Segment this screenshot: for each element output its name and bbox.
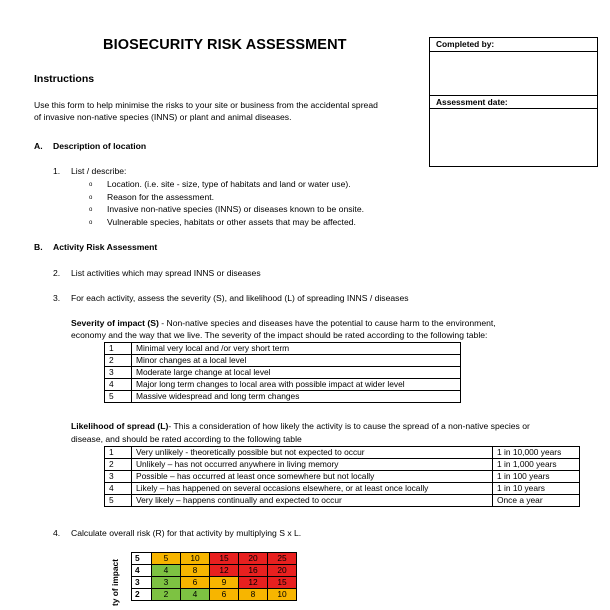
instructions-text-1: Use this form to help minimise the risks to your site or business from the accidental spread — [34, 100, 378, 110]
table-row — [105, 343, 461, 355]
likelihood-description-2: disease, and should be rated according to the following table — [71, 434, 302, 444]
matrix-cell: 4 — [181, 589, 210, 601]
list-text: For each activity, assess the severity (S), and likelihood (L) of spreading INNS / diseases — [71, 293, 409, 303]
bullet-icon: o — [89, 195, 93, 201]
list-item-2 — [53, 268, 261, 279]
matrix-cell: 5 — [152, 553, 181, 565]
severity-description: Minor changes at a local level — [132, 355, 461, 367]
matrix-cell: 12 — [210, 565, 239, 577]
likelihood-label: Likelihood of spread (L) — [71, 421, 169, 431]
matrix-severity-label: 5 — [132, 553, 152, 565]
likelihood-frequency: 1 in 10,000 years — [493, 447, 580, 459]
table-row — [105, 483, 580, 495]
section-a-number: A. — [34, 141, 43, 151]
likelihood-description: Very likely – happens continually and expected to occur — [132, 495, 493, 507]
severity-description: Moderate large change at local level — [132, 367, 461, 379]
list-number: 1. — [53, 166, 61, 176]
matrix-cell: 4 — [152, 565, 181, 577]
likelihood-description: Possible – has occurred at least once somewhere but not locally — [132, 471, 493, 483]
matrix-cell: 16 — [239, 565, 268, 577]
likelihood-frequency: 1 in 10 years — [493, 483, 580, 495]
page-title: BIOSECURITY RISK ASSESSMENT — [103, 37, 347, 53]
list-item-3 — [53, 293, 409, 304]
matrix-cell: 8 — [181, 565, 210, 577]
matrix-row — [132, 553, 297, 565]
matrix-cell: 25 — [268, 553, 297, 565]
matrix-axis-label: ty of impact — [110, 559, 120, 606]
list-item-1 — [53, 166, 126, 177]
severity-description-1: Severity of impact (S) - Non-native species and diseases have the potential to cause harm to the environment, — [71, 318, 496, 328]
matrix-cell: 6 — [181, 577, 210, 589]
bullet-item: o Reason for the assessment. — [89, 192, 214, 202]
likelihood-score: 5 — [105, 495, 132, 507]
matrix-cell: 15 — [210, 553, 239, 565]
list-number: 2. — [53, 268, 61, 278]
section-a-heading — [34, 141, 146, 152]
matrix-cell: 12 — [239, 577, 268, 589]
severity-description: Massive widespread and long term changes — [132, 391, 461, 403]
likelihood-score: 3 — [105, 471, 132, 483]
likelihood-frequency: Once a year — [493, 495, 580, 507]
list-text: List / describe: — [71, 166, 127, 176]
list-number: 3. — [53, 293, 61, 303]
completed-by-field[interactable] — [429, 50, 598, 94]
likelihood-frequency: 1 in 1,000 years — [493, 459, 580, 471]
matrix-cell: 20 — [268, 565, 297, 577]
matrix-cell: 2 — [152, 589, 181, 601]
table-row — [105, 471, 580, 483]
matrix-severity-label: 2 — [132, 589, 152, 601]
likelihood-frequency: 1 in 100 years — [493, 471, 580, 483]
severity-description: Minimal very local and /or very short term — [132, 343, 461, 355]
list-number: 4. — [53, 528, 61, 538]
table-row — [105, 391, 461, 403]
matrix-row — [132, 565, 297, 577]
severity-score: 2 — [105, 355, 132, 367]
bullet-icon: o — [89, 182, 93, 188]
matrix-cell: 10 — [181, 553, 210, 565]
likelihood-score: 2 — [105, 459, 132, 471]
matrix-cell: 20 — [239, 553, 268, 565]
bullet-item: o Location. (i.e. site - size, type of habitats and land or water use). — [89, 179, 351, 189]
severity-description-2: economy and the way that we live. The severity of the impact should be rated according to the following table: — [71, 330, 488, 340]
matrix-cell: 9 — [210, 577, 239, 589]
section-b-heading — [34, 242, 157, 253]
matrix-cell: 15 — [268, 577, 297, 589]
severity-label: Severity of impact (S) — [71, 318, 159, 328]
likelihood-description: Unlikely – has not occurred anywhere in living memory — [132, 459, 493, 471]
bullet-icon: o — [89, 220, 93, 226]
table-row — [105, 379, 461, 391]
table-row — [105, 367, 461, 379]
table-row — [105, 495, 580, 507]
likelihood-table — [104, 446, 580, 507]
matrix-severity-label: 4 — [132, 565, 152, 577]
severity-score: 3 — [105, 367, 132, 379]
matrix-row — [132, 589, 297, 601]
risk-matrix — [131, 552, 297, 601]
severity-description: Major long term changes to local area with possible impact at wider level — [132, 379, 461, 391]
list-text: Calculate overall risk (R) for that activity by multiplying S x L. — [71, 528, 302, 538]
likelihood-score: 1 — [105, 447, 132, 459]
completed-by-label: Completed by: — [430, 38, 597, 52]
list-text: List activities which may spread INNS or diseases — [71, 268, 261, 278]
likelihood-description: Likely – has happened on several occasions elsewhere, or at least once locally — [132, 483, 493, 495]
instructions-heading: Instructions — [34, 73, 95, 85]
bullet-icon: o — [89, 207, 93, 213]
severity-score: 4 — [105, 379, 132, 391]
matrix-cell: 10 — [268, 589, 297, 601]
bullet-item: o Vulnerable species, habitats or other assets that may be affected. — [89, 217, 356, 227]
section-b-number: B. — [34, 242, 43, 252]
section-b-title: Activity Risk Assessment — [53, 242, 158, 252]
matrix-row — [132, 577, 297, 589]
likelihood-description: Very unlikely - theoretically possible but not expected to occur — [132, 447, 493, 459]
section-a-title: Description of location — [53, 141, 147, 151]
list-item-4 — [53, 528, 301, 539]
matrix-cell: 8 — [239, 589, 268, 601]
matrix-severity-label: 3 — [132, 577, 152, 589]
severity-score: 5 — [105, 391, 132, 403]
instructions-text-2: of invasive non-native species (INNS) or plant and animal diseases. — [34, 112, 292, 122]
severity-score: 1 — [105, 343, 132, 355]
table-row — [105, 447, 580, 459]
likelihood-score: 4 — [105, 483, 132, 495]
table-row — [105, 459, 580, 471]
likelihood-description-1: Likelihood of spread (L)- This a consideration of how likely the activity is to cause the spread of a non-native species or — [71, 421, 530, 431]
matrix-cell: 6 — [210, 589, 239, 601]
severity-table — [104, 342, 461, 403]
bullet-item: o Invasive non-native species (INNS) or diseases known to be onsite. — [89, 204, 364, 214]
assessment-date-label: Assessment date: — [430, 95, 597, 109]
table-row — [105, 355, 461, 367]
matrix-cell: 3 — [152, 577, 181, 589]
